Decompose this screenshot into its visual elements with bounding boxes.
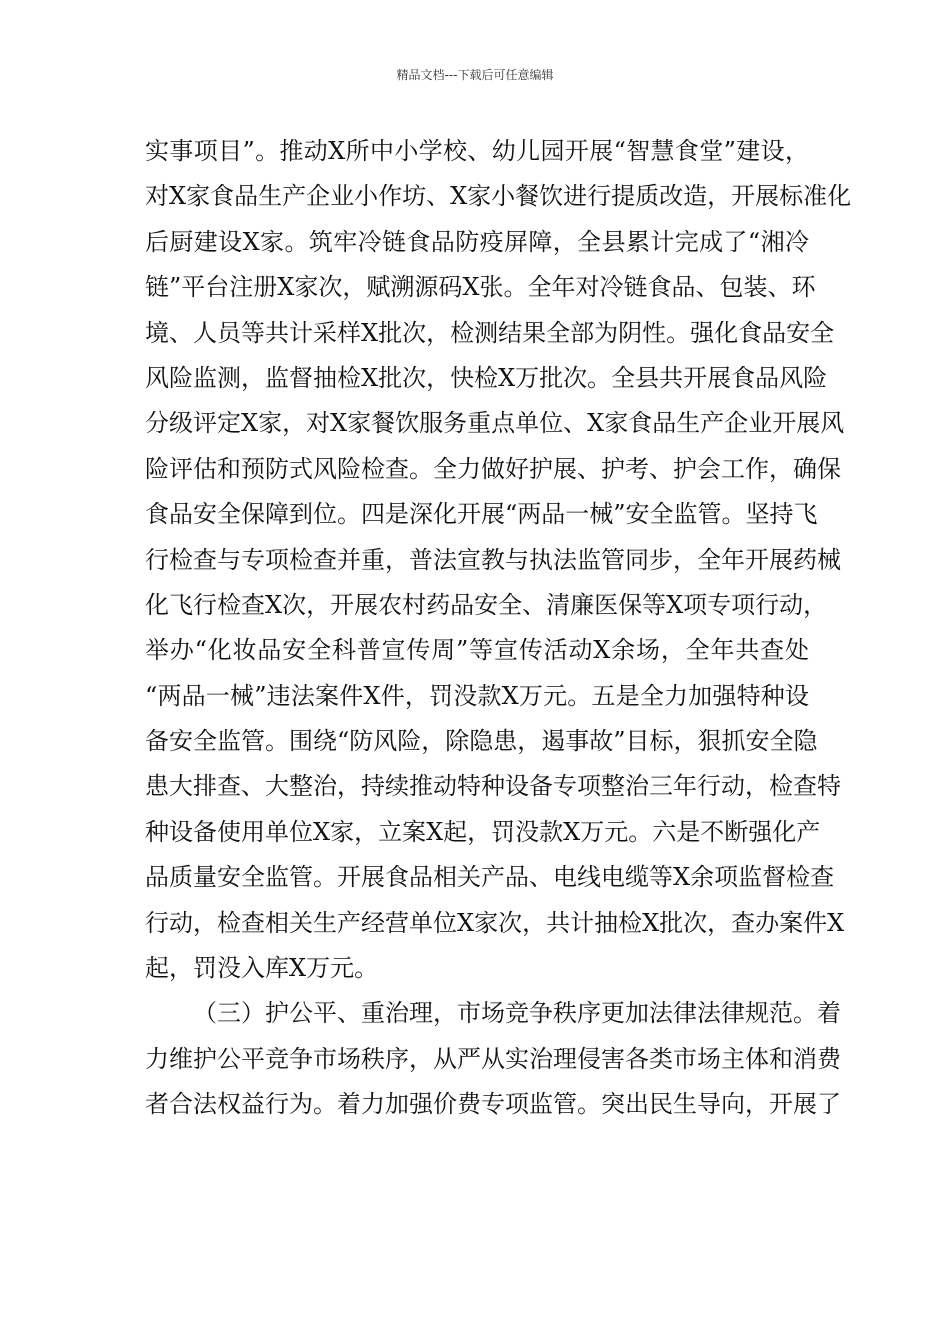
text-line: 起，罚没入库X万元。 — [145, 954, 379, 983]
text-line: 种设备使用单位X家，立案X起，罚没款X万元。六是不断强化产 — [145, 817, 821, 846]
text-line: 风险监测，监督抽检X批次，快检X万批次。全县共开展食品风险 — [145, 363, 828, 392]
text-line: 备安全监管。围绕“防风险，除隐患，遏事故”目标，狠抓安全隐 — [145, 727, 818, 756]
text-line: 力维护公平竞争市场秩序，从严从实治理侵害各类市场主体和消费 — [145, 1044, 841, 1073]
text-line: 实事项目”。推动X所中小学校、幼儿园开展“智慧食堂”建设， — [145, 137, 809, 165]
text-line: 行动，检查相关生产经营单位X家次，共计抽检X批次，查办案件X — [145, 908, 845, 937]
text-line: 链”平台注册X家次，赋溯源码X张。全年对冷链食品、包装、环 — [145, 273, 816, 302]
text-line: 者合法权益行为。着力加强价费专项监管。突出民生导向，开展了 — [145, 1090, 841, 1119]
text-line: 患大排查、大整治，持续推动特种设备专项整治三年行动，检查特 — [145, 772, 841, 801]
text-line: 后厨建设X家。筑牢冷链食品防疫屏障，全县累计完成了“湘冷 — [145, 227, 809, 256]
text-line: “两品一械”违法案件X件，罚没款X万元。五是全力加强特种设 — [145, 681, 809, 710]
text-line: 分级评定X家，对X家餐饮服务重点单位、X家食品生产企业开展风 — [145, 409, 845, 438]
text-line: 对X家食品生产企业小作坊、X家小餐饮进行提质改造，开展标准化 — [145, 182, 852, 211]
text-line: 化飞行检查X次，开展农村药品安全、清廉医保等X项专项行动， — [145, 590, 828, 619]
page-header: 精品文档---下载后可任意编辑 — [396, 68, 554, 82]
text-line: 举办“化妆品安全科普宣传周”等宣传活动X余场，全年共查处 — [145, 636, 809, 665]
text-line: 食品安全保障到位。四是深化开展“两品一械”安全监管。坚持飞 — [145, 500, 818, 529]
text-line: 境、人员等共计采样X批次，检测结果全部为阴性。强化食品安全 — [145, 318, 835, 347]
document-body — [145, 131, 852, 1130]
text-line: 险评估和预防式风险检查。全力做好护展、护考、护会工作，确保 — [145, 454, 841, 483]
text-line: （三）护公平、重治理，市场竞争秩序更加法律法律规范。着 — [193, 999, 841, 1028]
text-line: 行检查与专项检查并重，普法宣教与执法监管同步，全年开展药械 — [145, 545, 841, 574]
paragraph-1 — [145, 131, 852, 993]
text-line: 品质量安全监管。开展食品相关产品、电线电缆等X余项监督检查 — [145, 863, 835, 892]
paragraph-2 — [145, 993, 841, 1129]
